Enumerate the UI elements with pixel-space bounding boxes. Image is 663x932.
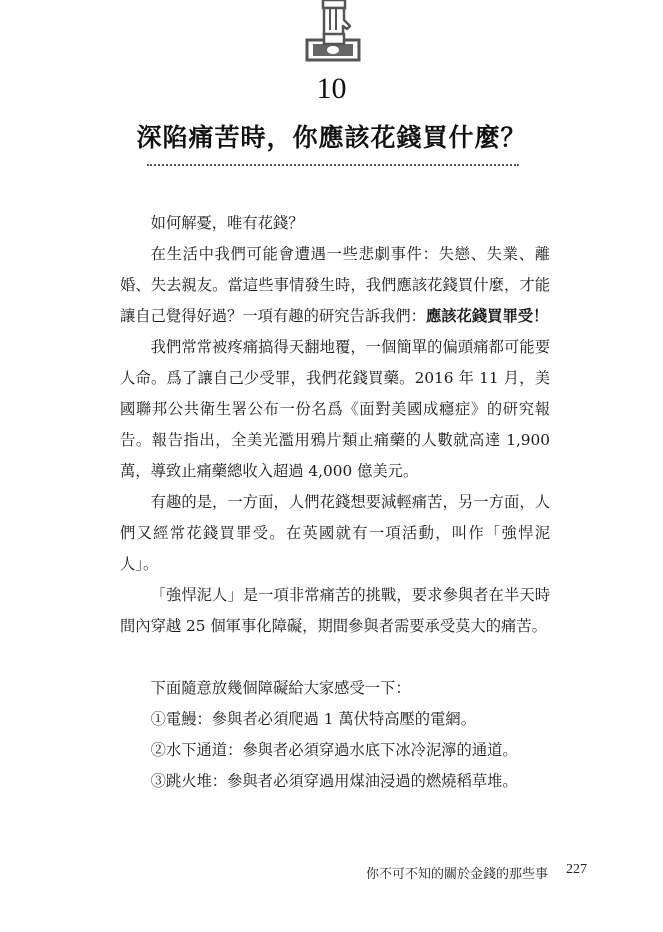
paragraph: 「強悍泥人」是一項非常痛苦的挑戰，要求參與者在半天時間內穿越 25 個軍事化障礙，期間參與者需要承受莫大的痛苦。 — [120, 586, 550, 635]
chapter-number: 10 — [316, 72, 347, 105]
dotted-divider — [147, 164, 519, 166]
list-item: ①電鰻：參與者必須爬過 1 萬伏特高壓的電網。 — [150, 710, 476, 728]
chapter-title: 深陷痛苦時，你應該花錢買什麼？ — [136, 123, 527, 152]
paragraph: 我們常常被疼痛搞得天翻地覆，一個簡單的偏頭痛都可能要人命。爲了讓自己少受罪，我們花錢買藥。2016 年 11 月，美國聯邦公共衛生署公布一份名爲《面對美國成癮症》的研究報告。報告指出，全美光濫用鴉片類止痛藥的人數就高達 1,900 萬，導致止痛藥總收入超過 4,000 億美元。 — [120, 338, 550, 480]
paragraph: 有趣的是，一方面，人們花錢想要減輕痛苦，另一方面，人們又經常花錢買罪受。在英國就有一項活動，叫作「強悍泥人」。 — [120, 493, 550, 573]
list-item: ②水下通道：參與者必須穿過水底下冰冷泥濘的通道。 — [150, 741, 518, 759]
emphasis-text: 應該花錢買罪受！ — [425, 307, 549, 325]
hand-holding-banknote-icon — [297, 0, 367, 62]
paragraph: 下面隨意放幾個障礙給大家感受一下： — [150, 679, 411, 697]
paragraph: 如何解憂，唯有花錢？ — [150, 214, 304, 232]
running-footer-title: 你不可不知的關於金錢的那些事 — [365, 867, 548, 882]
page-number: 227 — [566, 862, 587, 877]
list-item: ③跳火堆：參與者必須穿過用煤油浸過的燃燒稻草堆。 — [150, 772, 518, 790]
paragraph: 在生活中我們可能會遭遇一些悲劇事件：失戀、失業、離婚、失去親友。當這些事情發生時，我們應該花錢買什麼，才能讓自己覺得好過？一項有趣的研究告訴我們：應該花錢買罪受！ — [120, 245, 550, 325]
body-text — [120, 208, 550, 797]
